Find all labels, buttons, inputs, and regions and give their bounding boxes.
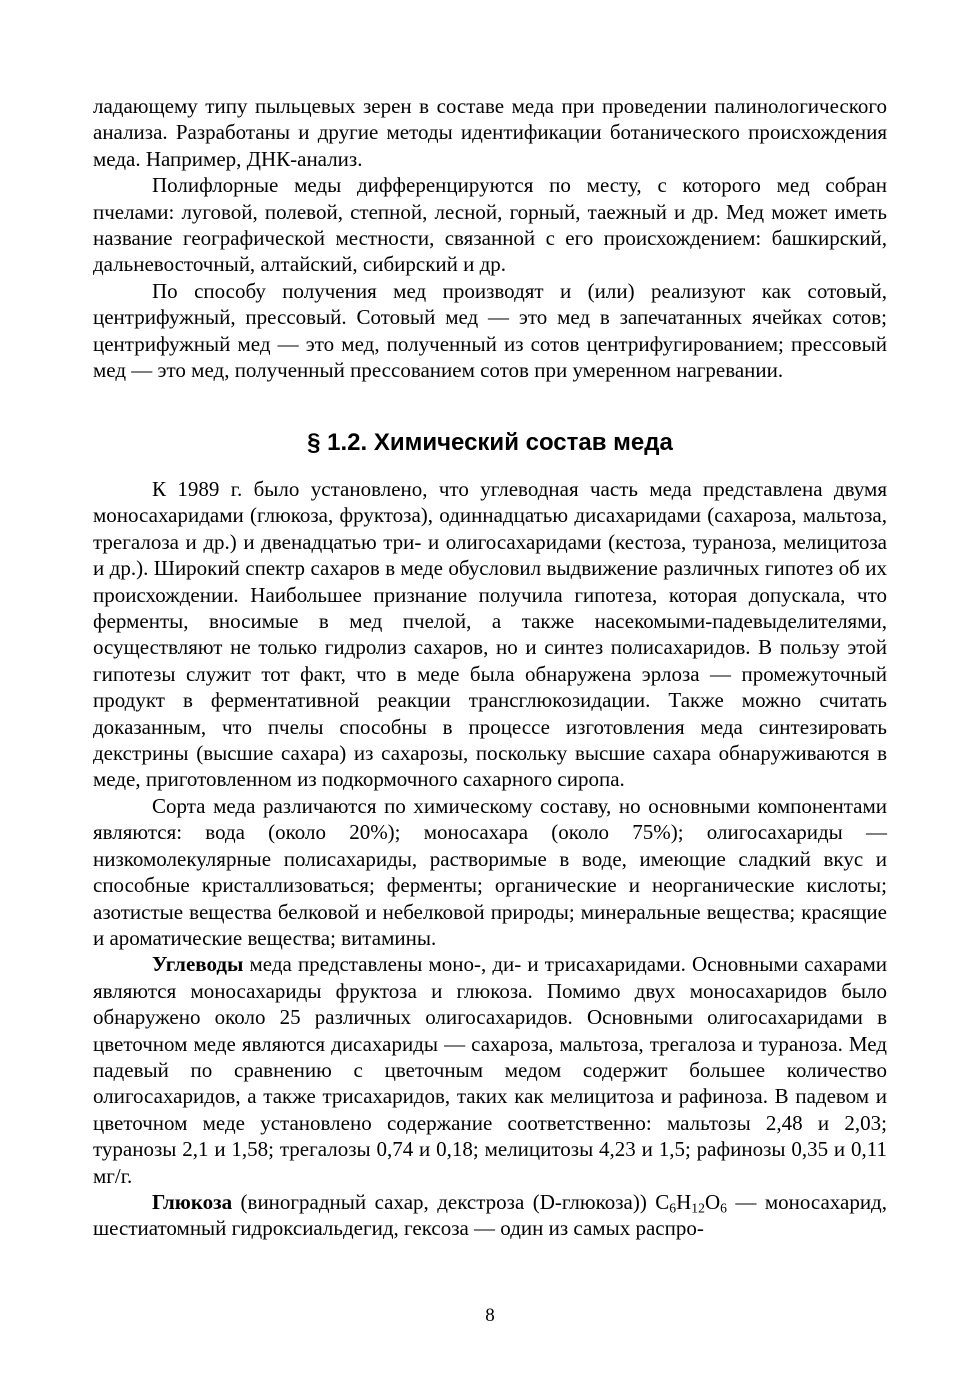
paragraph-carbohydrate-history: К 1989 г. было установлено, что углеводная часть меда представлена двумя моносахаридами (глюкоза, фруктоза), одиннадцатью дисахаридами (сахароза, мальтоза, трегалоза и др.) и двенадцатью три- и олигосахаридами (кестоза, тураноза, мелицитоза и др.). Широкий спектр сахаров в меде обусловил выдвижение различных гипотез об их происхождении. Наибольшее признание получила гипотеза, которая допускала, что ферменты, вносимые в мед пчелой, а также насекомыми-падевыделителями, осуществляют не только гидролиз сахаров, но и синтез полисахаридов. В пользу этой гипотезы служит тот факт, что в меде была обнаружена эрлоза — промежуточный продукт в ферментативной реакции трансглюкозидации. Также можно считать доказанным, что пчелы способны в процессе изготовления меда синтезировать декстрины (высшие сахара) из сахарозы, поскольку высшие сахара обнаруживаются в меде, приготовленном из подкормочного сахарного сиропа.	[93, 477, 887, 792]
term-glucose: Глюкоза	[152, 1189, 233, 1214]
top-text-block	[93, 93, 887, 383]
term-carbohydrates: Углеводы	[152, 952, 244, 977]
section-heading: § 1.2. Химический состав меда	[307, 429, 673, 456]
paragraph-carbohydrates	[93, 951, 887, 1189]
glucose-formula: $C_6H_{12}O_6$	[655, 1189, 727, 1216]
carbohydrates-text: меда представлены моно-, ди- и трисахаридами. Основными сахарами являются моносахариды фруктоза и глюкоза. Помимо двух моносахаридов было обнаружено около 25 различных олигосахаридов. Основными олигосахаридами в цветочном меде являются дисахариды — сахароза, мальтоза, трегалоза и тураноза. Мед падевый по сравнению с цветочным медом содержит большее количество олигосахаридов, а также трисахаридов, таких как мелицитоза и рафиноза. В падевом и цветочном меде установлено содержание соответственно: мальтозы 2,48 и 2,03; туранозы 2,1 и 1,58; трегалозы 0,74 и 0,18; мелицитозы 4,23 и 1,5; рафинозы 0,35 и 0,11 мг/г.	[93, 952, 887, 1188]
paragraph-polyfloral-honey: Полифлорные меды дифференцируются по месту, с которого мед собран пчелами: луговой, полевой, степной, лесной, горный, таежный и др. Мед может иметь название географической местности, связанной с его происхождением: башкирский, дальневосточный, алтайский, сибирский и др.	[93, 173, 887, 277]
page-number: 8	[485, 1305, 495, 1326]
paragraph-production-method: По способу получения мед производят и (или) реализуют как сотовый, центрифужный, прессовый. Сотовый мед — это мед в запечатанных ячейках сотов; центрифужный мед — это мед, полученный из сотов центрифугированием; прессовый мед — это мед, полученный прессованием сотов при умеренном нагревании.	[93, 278, 887, 383]
paragraph-glucose	[93, 1189, 887, 1242]
paragraph-pollen-continuation: ладающему типу пыльцевых зерен в составе меда при проведении палинологического анализа. Разработаны и другие методы идентификации ботанического происхождения меда. Например, ДНК-анализ.	[93, 94, 887, 171]
glucose-synonyms: (виноградный сахар, декстроза (D-глюкоза))	[232, 1189, 656, 1214]
paragraph-honey-components: Сорта меда различаются по химическому составу, но основными компонентами являются: вода (около 20%); моносахара (около 75%); олигосахариды — низкомолекулярные полисахариды, растворимые в воде, имеющие сладкий вкус и способные кристаллизоваться; ферменты; органические и неорганические кислоты; азотистые вещества белковой и небелковой природы; минеральные вещества; красящие и ароматические вещества; витамины.	[93, 793, 887, 950]
glucose-description: — моносахарид, шестиатомный гидроксиальдегид, гексоза — один из самых распро-	[93, 1189, 887, 1241]
section-text-block	[93, 476, 887, 1242]
